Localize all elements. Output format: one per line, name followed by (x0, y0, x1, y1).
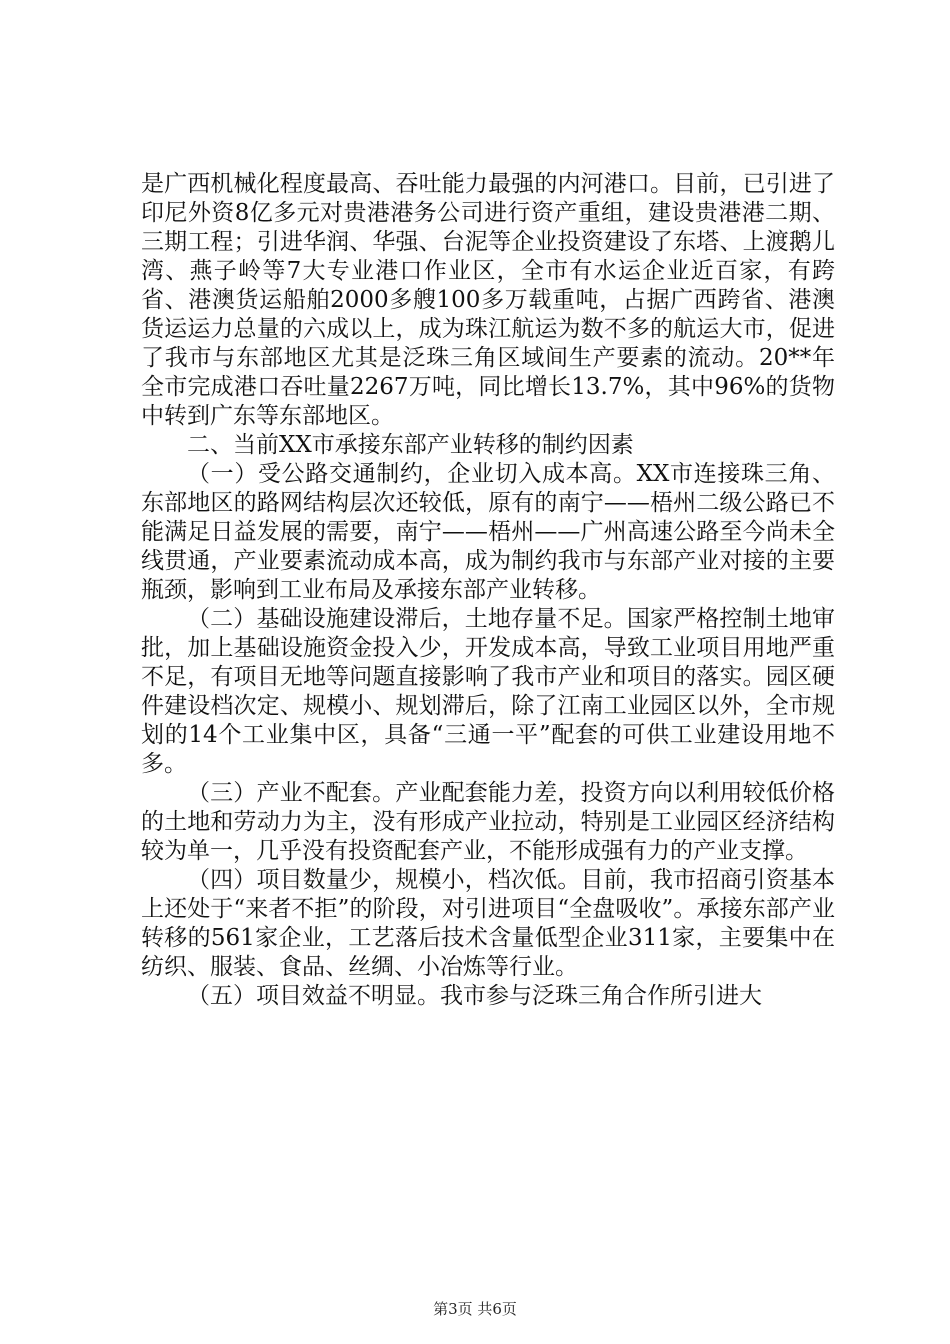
paragraph-constraint-5: （五）项目效益不明显。我市参与泛珠三角合作所引进大 (187, 983, 762, 1009)
paragraph-constraint-3: （三）产业不配套。产业配套能力差，投资方向以利用较低价格的土地和劳动力为主，没有形成产业拉动，特别是工业园区经济结构较为单一，几乎没有投资配套产业，不能形成强有力的产业支撑。 (141, 780, 835, 864)
paragraph-constraint-4: （四）项目数量少，规模小，档次低。目前，我市招商引资基本上还处于“来者不拒”的阶段，对引进项目“全盘吸收”。承接东部产业转移的561家企业，工艺落后技术含量低型企业311家，主要集中在纺织、服装、食品、丝绸、小冶炼等行业。 (141, 867, 835, 980)
document-body (141, 170, 835, 1011)
paragraph-constraint-1: （一）受公路交通制约，企业切入成本高。XX市连接珠三角、东部地区的路网结构层次还较低，原有的南宁——梧州二级公路已不能满足日益发展的需要，南宁——梧州——广州高速公路至今尚未全线贯通，产业要素流动成本高，成为制约我市与东部产业对接的主要瓶颈，影响到工业布局及承接东部产业转移。 (141, 461, 835, 603)
section-heading-constraints: 二、当前XX市承接东部产业转移的制约因素 (187, 432, 634, 458)
page-footer: 第3页 共6页 (433, 1300, 517, 1318)
paragraph-port-overview: 是广西机械化程度最高、吞吐能力最强的内河港口。目前，已引进了印尼外资8亿多元对贵港港务公司进行资产重组，建设贵港港二期、三期工程；引进华润、华强、台泥等企业投资建设了东塔、上渡鹅儿湾、燕子岭等7大专业港口作业区，全市有水运企业近百家，有跨省、港澳货运船舶2000多艘100多万载重吨，占据广西跨省、港澳货运运力总量的六成以上，成为珠江航运为数不多的航运大市，促进了我市与东部地区尤其是泛珠三角区域间生产要素的流动。20**年全市完成港口吞吐量2267万吨，同比增长13.7%，其中96%的货物中转到广东等东部地区。 (141, 171, 835, 429)
paragraph-constraint-2: （二）基础设施建设滞后，土地存量不足。国家严格控制土地审批，加上基础设施资金投入少，开发成本高，导致工业项目用地严重不足，有项目无地等问题直接影响了我市产业和项目的落实。园区硬件建设档次定、规模小、规划滞后，除了江南工业园区以外，全市规划的14个工业集中区，具备“三通一平”配套的可供工业建设用地不多。 (141, 606, 835, 777)
